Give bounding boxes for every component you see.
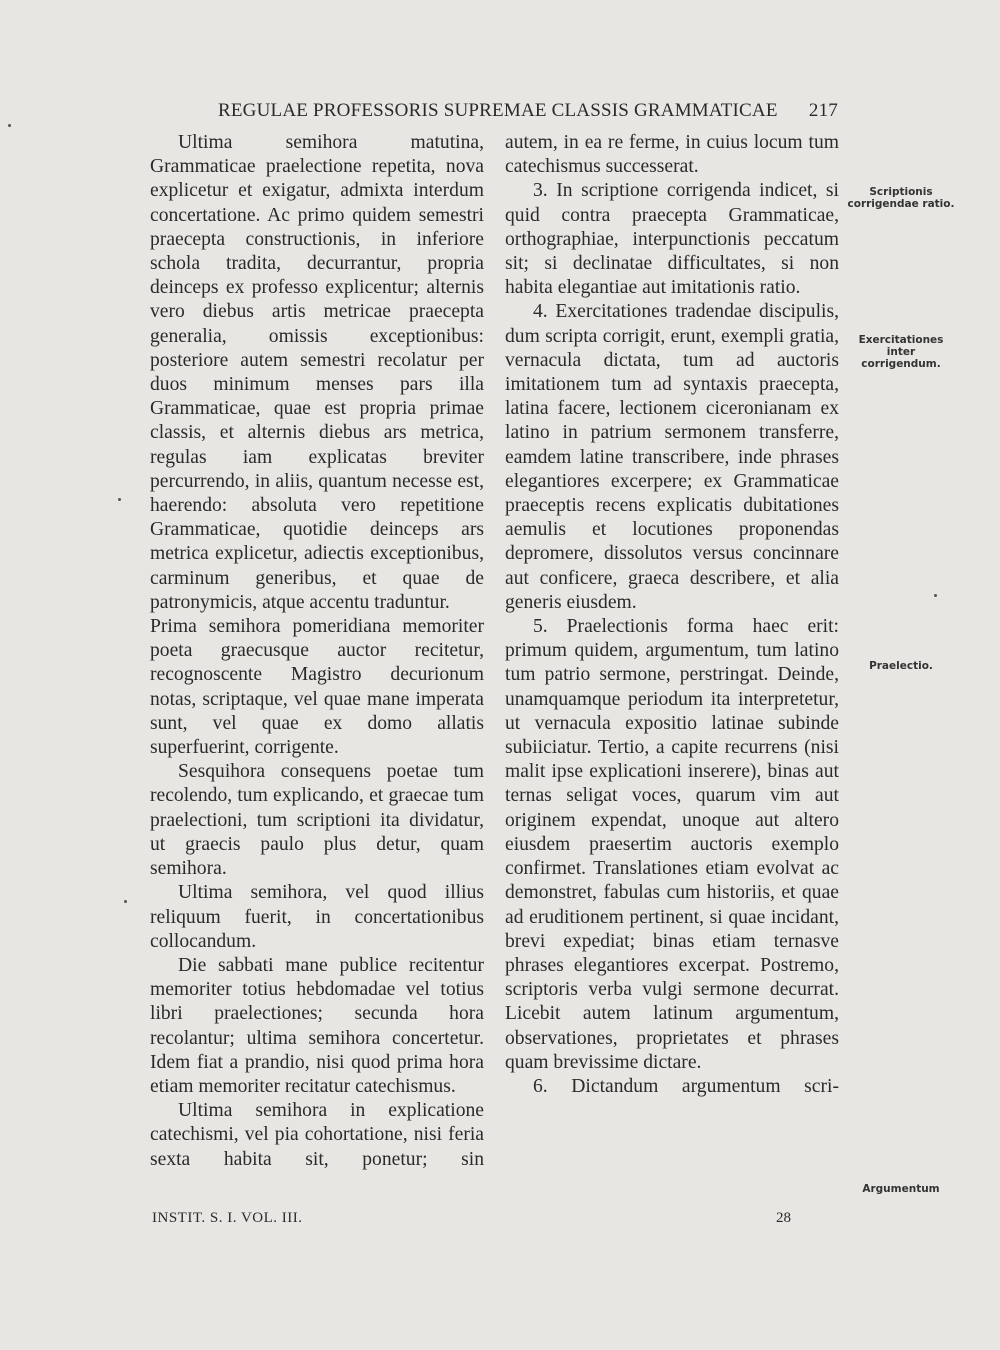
paragraph: autem, in ea re ferme, in cuius locum tum catechismus successerat. — [505, 132, 839, 178]
page-number: 217 — [808, 100, 838, 121]
side-note-argumentum: Argumentum — [862, 1183, 940, 1195]
paragraph: 3. In scriptione corrigenda indicet, si quid contra praecepta Grammaticae, orthographiae, interpunctionis peccatum sit; si declinatae difficultates, si non habita elegantiae aut imitationis ratio. — [505, 180, 839, 299]
page-mark — [934, 594, 937, 597]
left-column — [150, 131, 484, 1172]
page-mark — [8, 124, 11, 127]
side-note-scriptionis: Scriptionis corrigendae ratio. — [847, 186, 955, 210]
footer-signature-number: 28 — [776, 1210, 791, 1226]
paragraph: Ultima semihora in explicatione catechismi, vel pia cohortatione, nisi feria sexta habita sit, ponetur; sin — [150, 1100, 484, 1170]
paragraph: Sesquihora consequens poetae tum recolendo, tum explicando, et graecae tum praelectioni, tum scriptioni ita dividatur, ut graecis paulo plus detur, quam semihora. — [150, 761, 484, 880]
header-title: REGULAE PROFESSORIS SUPREMAE CLASSIS GRAMMATICAE — [218, 100, 778, 121]
paragraph: Ultima semihora, vel quod illius reliquum fuerit, in concertationibus collocandum. — [150, 882, 484, 952]
paragraph: Die sabbati mane publice recitentur memoriter totius hebdomadae vel totius libri praelectiones; secunda hora recolantur; ultima semihora concertetur. Idem fiat a prandio, nisi quod prima hora etiam memoriter recitatur catechismus. — [150, 954, 484, 1097]
page-mark — [124, 900, 127, 903]
paragraph: Prima semihora pomeridiana memoriter poeta graecusque auctor recitetur, recognoscente Magistro decurionum notas, scriptaque, vel quae mane imperata sunt, vel quae ex domo allatis superfuerint, corrigente. — [150, 616, 484, 759]
paragraph: Ultima semihora matutina, Grammaticae praelectione repetita, nova explicetur et exigatur, admixta interdum concertatione. Ac primo quidem semestri praecepta constructionis, in inferiore schola tradita, decurrantur, propria deinceps ex professo explicentur; alternis vero diebus artis metricae praecepta generalia, omissis exceptionibus: posteriore autem semestri recolatur per duos minimum menses pars illa Grammaticae, quae est propria primae classis, et alternis diebus ars metrica, regulas iam explicatas breviter percurrendo, in aliis, quantum necesse est, haerendo: absoluta vero repetitione Grammaticae, quotidie deinceps ars metrica explicetur, adiectis exceptionibus, carminum generibus, et quae de patronymicis, atque accentu traduntur. — [150, 132, 484, 613]
footer-signature: INSTIT. S. I. VOL. III. — [152, 1210, 303, 1226]
paragraph: 6. Dictandum argumentum scri- — [533, 1075, 839, 1097]
paragraph: 5. Praelectionis forma haec erit: primum quidem, argumentum, tum latino tum patrio sermone, perstringat. Deinde, unamquamque periodum ita interpretetur, ut vernacula expositio latinae subinde subiiciatur. Tertio, a capite recurrens (nisi malit ipse explicationi inserere), binas aut ternas seligat voces, quarum vim aut originem expendat, unoque aut altero eiusdem praesertim auctoris exemplo confirmet. Translationes etiam evolvat ac demonstret, fabulas cum historiis, et quae ad eruditionem pertinent, si quae incidant, brevi expediat; binas etiam ternasve phrases elegantiores excerpat. Postremo, scriptoris verba vulgi sermone decurrat. Licebit autem latinum argumentum, observationes, proprietates et phrases quam brevissime dictare. — [505, 616, 839, 1073]
paragraph: 4. Exercitationes tradendae discipulis, dum scripta corrigit, erunt, exempli gratia, vernacula dictata, tum ad auctoris imitationem tum ad syntaxis praecepta, latina facere, lectionem ciceronianam ex latino in patrium sermonem transferre, eamdem latine transcribere, inde phrases elegantiores excerpere; ex Grammaticae praeceptis recens explicatis dubitationes aemulis et locutiones proponendas depromere, dissolutos versus concinnare aut conficere, graeca describere, et alia generis eiusdem. — [505, 301, 839, 613]
side-note-praelectio: Praelectio. — [869, 660, 933, 672]
right-column — [505, 131, 839, 1099]
page-mark — [118, 498, 121, 501]
side-note-exercitationes: Exercitationes inter corrigendum. — [858, 334, 944, 370]
